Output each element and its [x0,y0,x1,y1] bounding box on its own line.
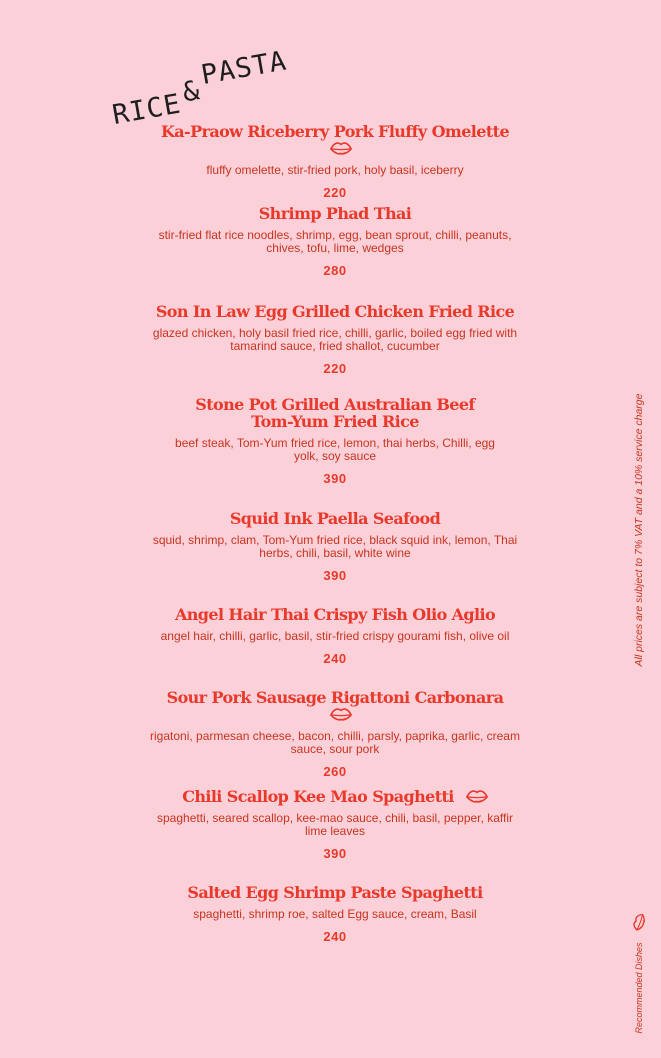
menu-item [150,606,520,666]
dish-description: rigatoni, parmesan cheese, bacon, chilli, parsly, paprika, garlic, cream sauce, sour pork [150,729,520,756]
dish-description: spaghetti, seared scallop, kee-mao sauce, chili, basil, pepper, kaffir lime leaves [157,811,513,838]
lips-icon [466,788,488,804]
menu-item [150,788,520,861]
dish-name: Ka-Praow Riceberry Pork Fluffy Omelette [160,122,510,141]
menu-item [150,689,520,779]
dish-price: 280 [323,263,347,278]
dish-description: spaghetti, shrimp roe, salted Egg sauce, cream, Basil [193,907,477,921]
dish-description: glazed chicken, holy basil fried rice, chilli, garlic, boiled egg fried with tamarind sauce, fried shallot, cucumber [152,326,518,353]
dish-price: 390 [323,846,347,861]
dish-name: Chili Scallop Kee Mao Spaghetti [182,787,454,806]
dish-description: squid, shrimp, clam, Tom-Yum fried rice, black squid ink, lemon, Thai herbs, chili, basil, white wine [152,533,518,560]
menu-item [175,396,495,486]
dish-price: 240 [323,929,347,944]
dish-price: 220 [323,361,347,376]
dish-price: 390 [323,568,347,583]
dish-price: 390 [323,471,347,486]
menu-item [150,205,520,278]
dish-description: beef steak, Tom-Yum fried rice, lemon, thai herbs, Chilli, egg yolk, soy sauce [175,436,495,463]
price-note: All prices are subject to 7% VAT and a 10% service charge [633,393,645,667]
dish-name: Angel Hair Thai Crispy Fish Olio Aglio [174,605,496,624]
dish-description: stir-fried flat rice noodles, shrimp, egg, bean sprout, chilli, peanuts, chives, tofu, lime, wedges [158,228,512,255]
menu-item [150,510,520,583]
dish-name: Salted Egg Shrimp Paste Spaghetti [187,883,483,902]
section-title-word-rice: RICE [110,88,184,132]
dish-name: Son In Law Egg Grilled Chicken Fried Rice [155,302,515,321]
dish-price: 240 [323,651,347,666]
dish-price: 260 [323,764,347,779]
menu-item [150,884,520,944]
dish-price: 220 [323,185,347,200]
section-title-ampersand: & [180,74,203,109]
menu-item [150,123,520,200]
dish-description: fluffy omelette, stir-fried pork, holy basil, iceberry [206,163,464,177]
section-title [106,33,353,134]
menu-item [150,303,520,376]
lips-icon [627,910,650,933]
dish-name: Stone Pot Grilled Australian Beef Tom-Yum Fried Rice [195,395,475,431]
dish-name: Shrimp Phad Thai [258,204,412,223]
recommended-legend-label: Recommended Dishes [634,942,644,1034]
dish-description: angel hair, chilli, garlic, basil, stir-fried crispy gourami fish, olive oil [160,629,510,643]
section-title-word-pasta: PASTA [198,45,290,92]
lips-icon [330,140,352,156]
dish-name: Squid Ink Paella Seafood [229,509,441,528]
dish-name: Sour Pork Sausage Rigattoni Carbonara [166,688,504,707]
lips-icon [330,706,352,722]
